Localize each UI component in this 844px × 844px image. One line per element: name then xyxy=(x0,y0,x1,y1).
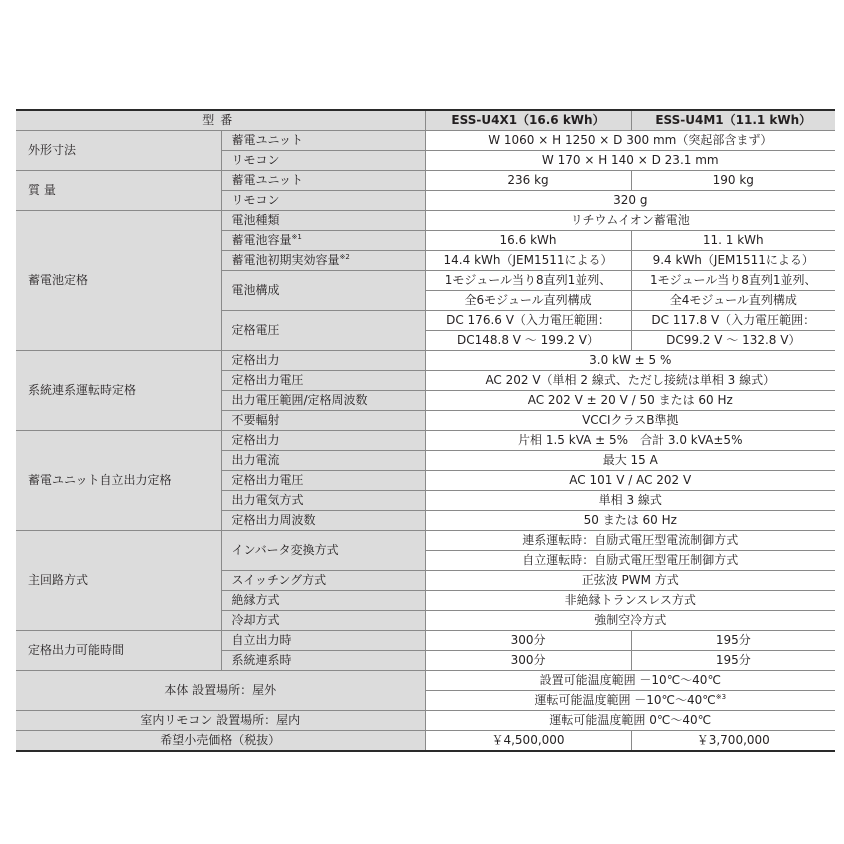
row-value-with-note xyxy=(425,691,835,711)
table-row xyxy=(16,711,835,731)
footnote-mark: ※1 xyxy=(291,233,302,241)
row-value: 運転可能温度範囲 0℃～40℃ xyxy=(425,711,835,731)
row-value: 片相 1.5 kVA ± 5% 合計 3.0 kVA±5% xyxy=(425,431,835,451)
row-value: 14.4 kWh（JEM1511による） xyxy=(425,251,631,271)
row-value: 全4モジュール直列構成 xyxy=(631,291,835,311)
model-col-1: ESS-U4X1（16.6 kWh） xyxy=(425,110,631,131)
category-mass: 質 量 xyxy=(16,171,221,211)
price-value-1: ￥4,500,000 xyxy=(425,731,631,752)
row-value: DC 176.6 V（入力電圧範囲： xyxy=(425,311,631,331)
row-value: 1モジュール当り8直列1並列、 xyxy=(631,271,835,291)
row-value: 1モジュール当り8直列1並列、 xyxy=(425,271,631,291)
category-battery: 蓄電池定格 xyxy=(16,211,221,351)
indoor-remote-label: 室内リモコン 設置場所：屋内 xyxy=(16,711,425,731)
model-col-2: ESS-U4M1（11.1 kWh） xyxy=(631,110,835,131)
row-value: 自立運転時：自励式電圧型電圧制御方式 xyxy=(425,551,835,571)
footnote-mark: ※3 xyxy=(715,693,727,701)
row-label: 定格出力電圧 xyxy=(221,371,425,391)
row-value: 設置可能温度範囲 －10℃～40℃ xyxy=(425,671,835,691)
row-label: 定格出力電圧 xyxy=(221,471,425,491)
row-label: 電池種類 xyxy=(221,211,425,231)
row-label: 蓄電池容量 xyxy=(231,233,292,247)
row-label: スイッチング方式 xyxy=(221,571,425,591)
row-value: 300分 xyxy=(425,651,631,671)
row-label: インバータ変換方式 xyxy=(221,531,425,571)
row-value: DC99.2 V ～ 132.8 V） xyxy=(631,331,835,351)
row-label: 定格出力周波数 xyxy=(221,511,425,531)
table-row xyxy=(16,531,835,551)
row-label: 不要輻射 xyxy=(221,411,425,431)
row-label: リモコン xyxy=(221,151,425,171)
row-value: 3.0 kW ± 5 % xyxy=(425,351,835,371)
row-value: 320 g xyxy=(425,191,835,211)
row-label: 自立出力時 xyxy=(221,631,425,651)
table-row xyxy=(16,731,835,752)
row-value: 単相 3 線式 xyxy=(425,491,835,511)
model-header: 型番 xyxy=(16,110,425,131)
table-row xyxy=(16,351,835,371)
row-label: 電池構成 xyxy=(221,271,425,311)
row-value: 236 kg xyxy=(425,171,631,191)
row-label: 絶縁方式 xyxy=(221,591,425,611)
row-label: 冷却方式 xyxy=(221,611,425,631)
row-value: DC148.8 V ～ 199.2 V） xyxy=(425,331,631,351)
row-value: 全6モジュール直列構成 xyxy=(425,291,631,311)
spec-table xyxy=(16,109,835,752)
category-output-time: 定格出力可能時間 xyxy=(16,631,221,671)
header-row xyxy=(16,110,835,131)
row-value: 11. 1 kWh xyxy=(631,231,835,251)
row-label: 蓄電池初期実効容量 xyxy=(231,253,340,267)
row-value: 連系運転時：自励式電圧型電流制御方式 xyxy=(425,531,835,551)
row-value: W 170 × H 140 × D 23.1 mm xyxy=(425,151,835,171)
category-independent: 蓄電ユニット自立出力定格 xyxy=(16,431,221,531)
row-label: 定格電圧 xyxy=(221,311,425,351)
row-value: AC 202 V（単相 2 線式、ただし接続は単相 3 線式） xyxy=(425,371,835,391)
row-label-with-note xyxy=(221,231,425,251)
category-main-circuit: 主回路方式 xyxy=(16,531,221,631)
row-value: 195分 xyxy=(631,651,835,671)
category-grid: 系統連系運転時定格 xyxy=(16,351,221,431)
table-row xyxy=(16,631,835,651)
row-value: 運転可能温度範囲 －10℃～40℃ xyxy=(534,693,716,707)
row-value: 16.6 kWh xyxy=(425,231,631,251)
row-value: 300分 xyxy=(425,631,631,651)
row-value: VCCIクラスB準拠 xyxy=(425,411,835,431)
table-row xyxy=(16,211,835,231)
table-row xyxy=(16,431,835,451)
table-row xyxy=(16,131,835,151)
row-label: 出力電流 xyxy=(221,451,425,471)
footnote-mark: ※2 xyxy=(339,253,350,261)
row-value: 強制空冷方式 xyxy=(425,611,835,631)
row-value: W 1060 × H 1250 × D 300 mm（突起部含まず） xyxy=(425,131,835,151)
row-label: 蓄電ユニット xyxy=(221,171,425,191)
row-label: 系統連系時 xyxy=(221,651,425,671)
outdoor-install-label: 本体 設置場所：屋外 xyxy=(16,671,425,711)
category-dimensions: 外形寸法 xyxy=(16,131,221,171)
row-value: AC 101 V / AC 202 V xyxy=(425,471,835,491)
row-label-with-note xyxy=(221,251,425,271)
row-value: DC 117.8 V（入力電圧範囲： xyxy=(631,311,835,331)
table-row xyxy=(16,171,835,191)
row-label: 定格出力 xyxy=(221,351,425,371)
row-value: AC 202 V ± 20 V / 50 または 60 Hz xyxy=(425,391,835,411)
row-label: 定格出力 xyxy=(221,431,425,451)
row-value: 正弦波 PWM 方式 xyxy=(425,571,835,591)
row-label: 出力電圧範囲/定格周波数 xyxy=(221,391,425,411)
row-value: 9.4 kWh（JEM1511による） xyxy=(631,251,835,271)
table-row xyxy=(16,671,835,691)
row-label: リモコン xyxy=(221,191,425,211)
price-value-2: ￥3,700,000 xyxy=(631,731,835,752)
row-value: 50 または 60 Hz xyxy=(425,511,835,531)
row-value: リチウムイオン蓄電池 xyxy=(425,211,835,231)
row-label: 出力電気方式 xyxy=(221,491,425,511)
row-label: 蓄電ユニット xyxy=(221,131,425,151)
row-value: 195分 xyxy=(631,631,835,651)
price-label: 希望小売価格（税抜） xyxy=(16,731,425,752)
row-value: 非絶縁トランスレス方式 xyxy=(425,591,835,611)
row-value: 最大 15 A xyxy=(425,451,835,471)
row-value: 190 kg xyxy=(631,171,835,191)
